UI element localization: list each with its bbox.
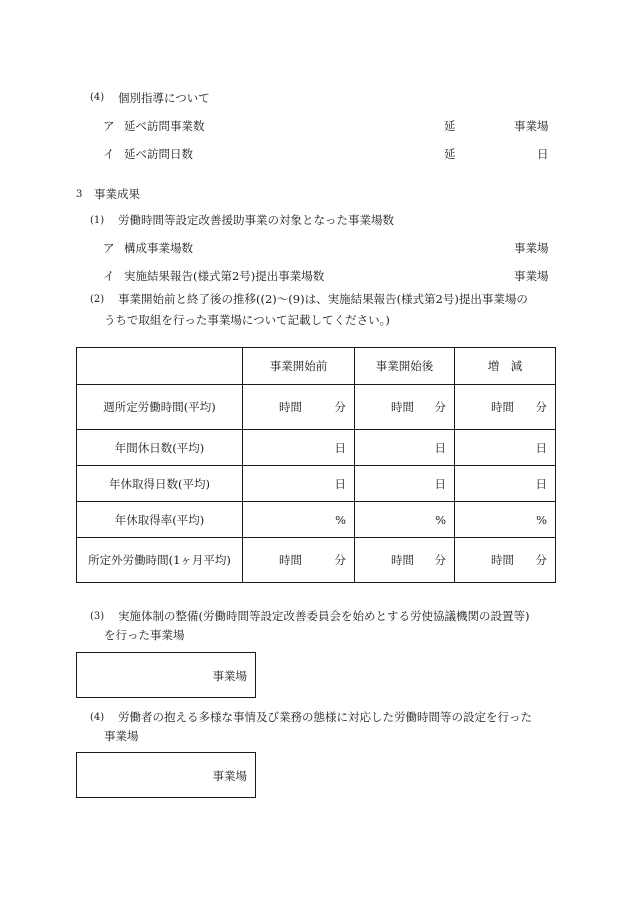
unit-days: 日 bbox=[334, 440, 346, 455]
sub1-item-a-unit: 事業場 bbox=[514, 241, 549, 255]
section3-title: 事業成果 bbox=[94, 187, 140, 201]
sub3-box-unit: 事業場 bbox=[212, 669, 247, 683]
unit-minutes: 分 bbox=[334, 553, 346, 567]
table-row bbox=[77, 466, 556, 502]
sub3-count-box[interactable] bbox=[76, 652, 256, 698]
outcome-table bbox=[76, 347, 556, 583]
input-cell[interactable] bbox=[243, 502, 355, 538]
unit-minutes: 分 bbox=[535, 400, 547, 414]
input-cell[interactable] bbox=[455, 466, 556, 502]
input-cell[interactable] bbox=[355, 466, 455, 502]
unit-hours: 時間 bbox=[279, 400, 302, 414]
sub3-line2: を行った事業場 bbox=[104, 628, 185, 642]
input-cell[interactable] bbox=[455, 502, 556, 538]
input-cell[interactable] bbox=[455, 430, 556, 466]
section4-number: (4) bbox=[90, 92, 105, 103]
table-row bbox=[77, 502, 556, 538]
table-header-blank bbox=[77, 348, 243, 385]
table-header-row bbox=[77, 348, 556, 385]
unit-hours: 時間 bbox=[391, 400, 414, 414]
input-cell[interactable] bbox=[455, 538, 556, 583]
input-cell[interactable] bbox=[355, 430, 455, 466]
section4-item-i-label: 延べ訪問日数 bbox=[124, 147, 193, 161]
sub1-text: 労働時間等設定改善援助事業の対象となった事業場数 bbox=[118, 213, 394, 227]
section3-number: 3 bbox=[76, 189, 83, 200]
sub2-line1: 事業開始前と終了後の推移((2)～(9)は、実施結果報告(様式第2号)提出事業場の bbox=[118, 292, 528, 306]
input-cell[interactable] bbox=[243, 538, 355, 583]
row-label: 年間休日数(平均) bbox=[77, 430, 243, 466]
unit-days: 日 bbox=[434, 476, 446, 491]
input-cell[interactable] bbox=[455, 385, 556, 430]
sub2-number: (2) bbox=[90, 294, 105, 305]
row-label: 年休取得日数(平均) bbox=[77, 466, 243, 502]
sub1-item-i-unit: 事業場 bbox=[514, 269, 549, 283]
input-cell[interactable] bbox=[355, 538, 455, 583]
unit-days: 日 bbox=[535, 476, 547, 491]
unit-minutes: 分 bbox=[434, 400, 446, 414]
sub3-line1: 実施体制の整備(労働時間等設定改善委員会を始めとする労使協議機関の設置等) bbox=[118, 609, 530, 623]
unit-minutes: 分 bbox=[434, 553, 446, 567]
unit-hours: 時間 bbox=[391, 553, 414, 567]
unit-hours: 時間 bbox=[491, 553, 514, 567]
unit-hours: 時間 bbox=[491, 400, 514, 414]
input-cell[interactable] bbox=[243, 385, 355, 430]
row-label: 週所定労働時間(平均) bbox=[77, 385, 243, 430]
section4-item-a-unit: 事業場 bbox=[514, 119, 549, 133]
sub4-line1: 労働者の抱える多様な事情及び業務の態様に対応した労働時間等の設定を行った bbox=[118, 710, 532, 724]
unit-minutes: 分 bbox=[334, 400, 346, 414]
sub2-line2: うちで取組を行った事業場について記載してください。) bbox=[104, 313, 390, 327]
row-label: 年休取得率(平均) bbox=[77, 502, 243, 538]
unit-days: 日 bbox=[434, 440, 446, 455]
sub1-item-i-label: 実施結果報告(様式第2号)提出事業場数 bbox=[124, 269, 325, 283]
sub3-number: (3) bbox=[90, 611, 105, 622]
unit-days: 日 bbox=[535, 440, 547, 455]
sub4-number: (4) bbox=[90, 712, 105, 723]
unit-minutes: 分 bbox=[535, 553, 547, 567]
section4-item-i-marker: イ bbox=[103, 147, 115, 161]
input-cell[interactable] bbox=[355, 385, 455, 430]
unit-percent: % bbox=[536, 512, 547, 527]
section4-item-a-prefix: 延 bbox=[444, 119, 456, 133]
sub1-number: (1) bbox=[90, 215, 105, 226]
sub4-line2: 事業場 bbox=[104, 729, 139, 743]
table-header-change: 増 減 bbox=[455, 348, 556, 385]
row-label: 所定外労働時間(1ヶ月平均) bbox=[77, 538, 243, 583]
unit-percent: % bbox=[335, 512, 346, 527]
table-header-after: 事業開始後 bbox=[355, 348, 455, 385]
section4-item-a-label: 延べ訪問事業数 bbox=[124, 119, 205, 133]
sub1-item-a-label: 構成事業場数 bbox=[124, 241, 193, 255]
unit-days: 日 bbox=[334, 476, 346, 491]
table-header-before: 事業開始前 bbox=[243, 348, 355, 385]
table-row bbox=[77, 385, 556, 430]
sub4-count-box[interactable] bbox=[76, 752, 256, 798]
sub4-box-unit: 事業場 bbox=[212, 769, 247, 783]
table-row bbox=[77, 430, 556, 466]
sub1-item-i-marker: イ bbox=[103, 269, 115, 283]
input-cell[interactable] bbox=[243, 430, 355, 466]
section4-item-i-prefix: 延 bbox=[444, 147, 456, 161]
section4-item-i-unit: 日 bbox=[537, 147, 549, 161]
section4-item-a-marker: ア bbox=[103, 119, 115, 133]
unit-percent: % bbox=[435, 512, 446, 527]
section4-heading: 個別指導について bbox=[118, 91, 210, 105]
unit-hours: 時間 bbox=[279, 553, 302, 567]
table-row bbox=[77, 538, 556, 583]
input-cell[interactable] bbox=[243, 466, 355, 502]
input-cell[interactable] bbox=[355, 502, 455, 538]
sub1-item-a-marker: ア bbox=[103, 241, 115, 255]
